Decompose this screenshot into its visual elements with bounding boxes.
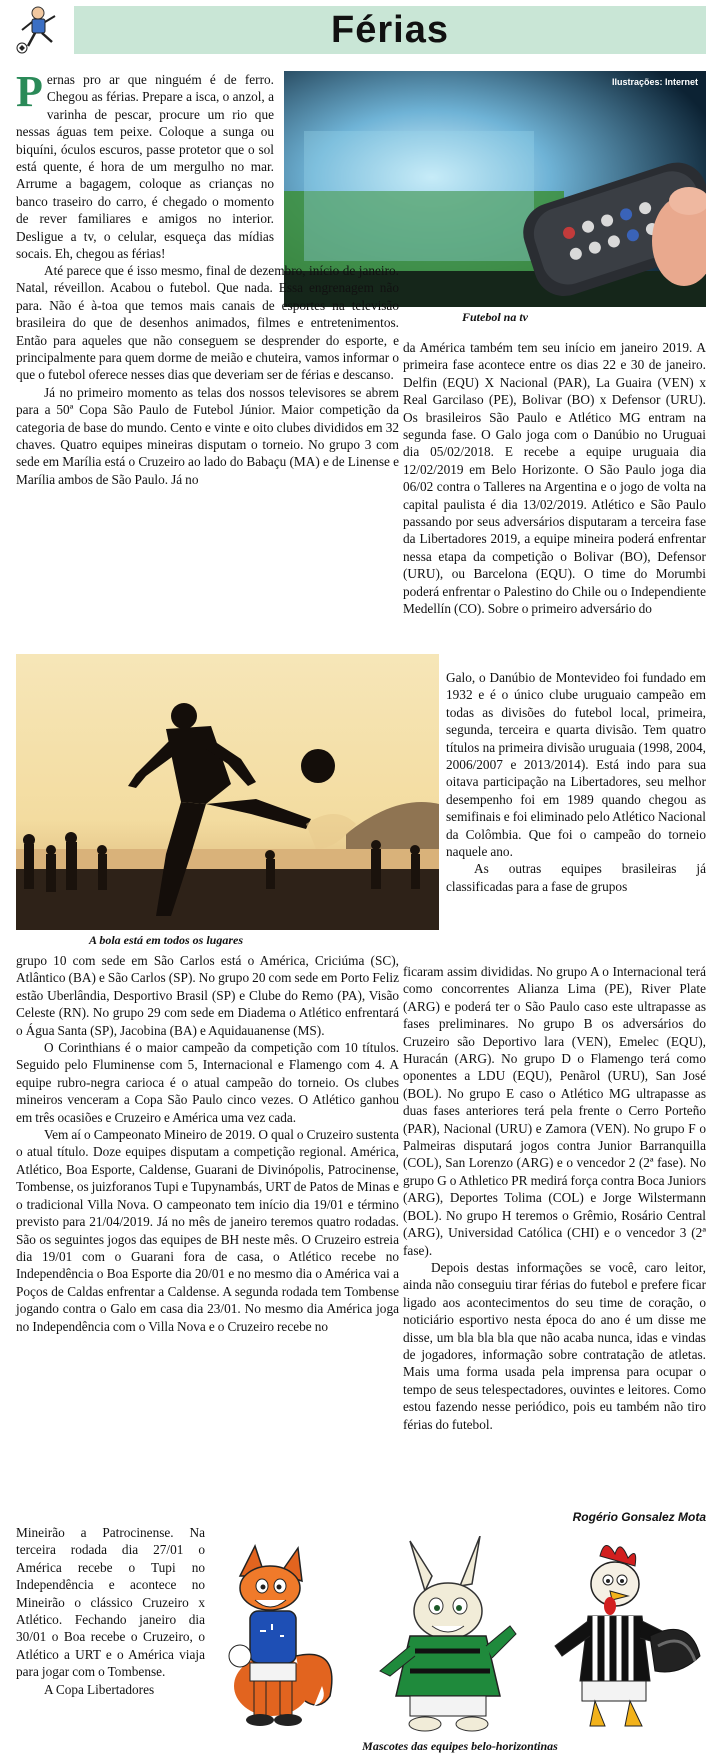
tv-caption: Futebol na tv xyxy=(461,310,528,324)
right-narrow-column xyxy=(446,669,706,895)
right-column-top xyxy=(403,339,706,618)
left-bottom-column xyxy=(16,952,399,1335)
beach-caption: A bola está em todos os lugares xyxy=(88,933,243,947)
mascots-caption: Mascotes das equipes belo-horizontinas xyxy=(362,1739,558,1753)
paragraph-groups-rest: ficaram assim divididas. No grupo A o Internacional terá como concorrentes Alianza Lima (PE), River Plate (ARG) e poderá ter o São Paulo caso este ultrapasse as fases preliminares. No grupo B os adversários do Cruzeiro são Deportivo lara (VEN), Emelec (EQU), Huracán (ARG). No grupo D o Flamengo terá como oponentes a LDU (EQU), Penãrol (URU), San José (BOL). No grupo E caso o Atlético MG ultrapasse as duas fases anteriores terá pela frente o Cerro Porteño (PAR), Nacional (URU) e Zamora (VEN). No grupo F o Palmeiras disputará jogos contra Junior Barranquilla (COL), San Lorenzo (ARG) e o vencedor 2 (2ª fase). No grupo G o Athletico PR medirá força contra Boca Juniors (ARG), Deportes Tolima (COL) e Jorge Wilstermann (BOL). No grupo H teremos o Grêmio, Rosário Central (ARG), Universidad Católica (CHI) e o vencedor 3 (2ª fase). xyxy=(403,964,706,1258)
paragraph-3: Já no primeiro momento as telas dos nossos televisores se abrem para a 50ª Copa São Paulo de Futebol Júnior. Maior competição da categoria de base do mundo. Cento e vinte e oito clubes divididos em 32 chaves. Quatro equipes mineiras disputam o torneio. No grupo 3 com sede em Marília está o Cruzeiro ao lado do Babaçu (MA) e de Linense e Marília ambos de São Paulo. Já no xyxy=(16,384,399,487)
paragraph-mineiro: Vem aí o Campeonato Mineiro de 2019. O qual o Cruzeiro sustenta o atual título. Doze equipes disputam a competição regional. América, Atlético, Boa Esporte, Caldense, Guarani de Divinópolis, Patrocinense, Tombense, os juizforanos Tupi e Tupynambás, URT de Patos de Minas e o tradicional Villa Nova. O campeonato tem início dia 19/01 e término previsto para 21/04/2019. Já no mês de janeiro teremos quatro rodadas. São os seguintes jogos das equipes de BH neste mês. O Cruzeiro estreia dia 19/01 com o Guarani fora de casa, o Atlético recebe no Independência o Boa Esporte dia 20/01 e no mesmo dia o América vai a Poços de Caldas enfrentar a Caldense. A segunda rodada tem Tombense jogando contra o Galo em casa dia 23/01. No mesmo dia América joga no Independência com o Villa Nova e o Cruzeiro recebe no xyxy=(16,1127,399,1334)
beach-photo xyxy=(16,654,439,930)
section-icon xyxy=(10,4,68,56)
paragraph-2: Até parece que é isso mesmo, final de dezembro, início de janeiro. Natal, réveillon. Acabou o futebol. Que nada. Essa engrenagem não para. Não é à-toa que temos mais canais de esportes na televisão brasileira do que de desenhos animados, filmes e entretenimentos. Então para aqueles que não conseguem se desprender do esporte, e principalmente para quem dorme de meião e chuteira, vamos informar o que o futebol oferece nesses dias que deveriam ser de férias e descanso. xyxy=(16,263,399,383)
mascots-illustration xyxy=(210,1536,706,1736)
left-upper-text xyxy=(16,262,399,488)
image-credit: Ilustrações: Internet xyxy=(611,77,698,87)
paragraph-groups-start: As outras equipes brasileiras já classificadas para a fase de grupos xyxy=(446,861,706,894)
intro-text: ernas pro ar que ninguém é de ferro. Chegou as férias. Prepare a isca, o anzol, a varinha de pescar, procure um rio que nessas águas tem peixe. Coloque a sunga ou biquíni, óculos escuros, passe protetor que o sol está quente, é hora de um mergulho no mar. Arrume a bagagem, coloque as crianças no banco traseiro do carro, é chegado o momento de rever familiares e amigos no interior. Desligue a tv, o celular, esqueça das mídias socais. Eh, chegou as férias! xyxy=(16,72,274,262)
fox-mascot-icon xyxy=(229,1546,332,1726)
paragraph-corinthians: O Corinthians é o maior campeão da competição com 10 títulos. Seguido pelo Fluminense com 5, Internacional e Flamengo com 4. A equipe rubro-negra carioca é o atual campeão do torneio. Os clubes mineiros venceram a Copa São Paulo cinco vezes. O Atlético ganhou em três ocasiões e Cruzeiro e América uma vez cada. xyxy=(16,1040,399,1125)
right-column-bottom xyxy=(403,963,706,1433)
intro-paragraph xyxy=(16,67,274,262)
intro-block xyxy=(16,67,274,262)
page-title: Férias xyxy=(331,8,449,51)
rooster-mascot-icon xyxy=(555,1545,700,1726)
paragraph-mineiro-cont: Mineirão a Patrocinense. Na terceira rodada dia 27/01 o América recebe o Tupi no Independência e acontece no Mineirão o clássico Cruzeiro x Atlético. Fechando janeiro dia 30/01 o Boa recebe o Cruzeiro, o Atlético a URT e o América viaja para jogar com o Tombense. xyxy=(16,1525,205,1680)
title-banner xyxy=(74,6,706,54)
paragraph-libertadores: da América também tem seu início em janeiro 2019. A primeira fase acontece entre os dias 22 e 30 de janeiro. Delfin (EQU) X Nacional (PAR), La Guaira (VEN) x Real Garcilaso (PE), Bolivar (BO) x Defensor (URU). Os brasileiros São Paulo e Atlético MG entram na segunda fase. O Galo joga com o Danúbio no Uruguai dia 05/02/2018. E recebe a equipe uruguaia dia 12/02/2019 em Belo Horizonte. O São Paulo joga dia 06/02 contra o Talleres na Argentina e o jogo de volta na capital paulista é dia 13/02/2019. Atlético e São Paulo passando por seus adversários disputaram a terceira fase da Libertadores 2019, a equipe mineira poderá enfrentar nessa etapa da competição o Bolivar (BO), Defensor (URU), ou Barcelona (EQU). O time do Morumbi poderá enfrentar o Palestino do Chile ou o Independiente Medellín (CO). Sobre o primeiro adversário do xyxy=(403,340,706,617)
beach-soccer-image xyxy=(16,654,439,930)
paragraph-danubio: Galo, o Danúbio de Montevideo foi fundado em 1932 e é o único clube uruguaio campeão em todas as divisões do futebol local, primeira, segunda, terceira e quarta divisão. Tem quatro títulos na primeira divisão uruguaia (1998, 2004, 2006/2007 e 2013/2014). Está indo para sua oitava participação na Libertadores, seu melhor desempenho foi em 1989 quando chegou as semifinais e foi eliminado pelo Atlético Nacional da Colômbia. Que foi o campeão do torneio naquele ano. xyxy=(446,670,706,860)
mascots-image xyxy=(210,1536,706,1736)
paragraph-groups: grupo 10 com sede em São Carlos está o América, Criciúma (SC), Atlântico (BA) e São Carlos (SP). No grupo 20 com sede em Porto Feliz estão Uberlândia, Desportivo Brasil (SP) e Clube do Remo (PA), Visão Celeste (RN). No grupo 29 com sede em Diadema o Atlético enfrentará o Água Santa (SP), Jacobina (BA) e Aquidauanense (MS). xyxy=(16,953,399,1038)
paragraph-libertadores-start: A Copa Libertadores xyxy=(44,1681,155,1697)
author-byline: Rogério Gonsalez Mota xyxy=(572,1510,706,1524)
soccer-player-icon xyxy=(10,4,68,56)
left-narrow-column xyxy=(16,1524,205,1698)
rabbit-mascot-icon xyxy=(380,1536,516,1731)
paragraph-closing: Depois destas informações se você, caro leitor, ainda não conseguiu tirar férias do futebol e prefere ficar ligado aos acontecimentos do seu time de coração, o noticiário esportivo nesta época do ano é um disse me disse, um bla bla bla que não acaba nunca, idas e vindas de jogadores, informação sobre contratação de atletas. Mais uma forma usada pela imprensa para ocupar o tempo de seus telespectadores, ouvintes e leitores. Como estou fazendo nesse periódico, pois eu também não tiro férias do futebol. xyxy=(403,1259,706,1432)
drop-cap: P xyxy=(16,67,43,116)
